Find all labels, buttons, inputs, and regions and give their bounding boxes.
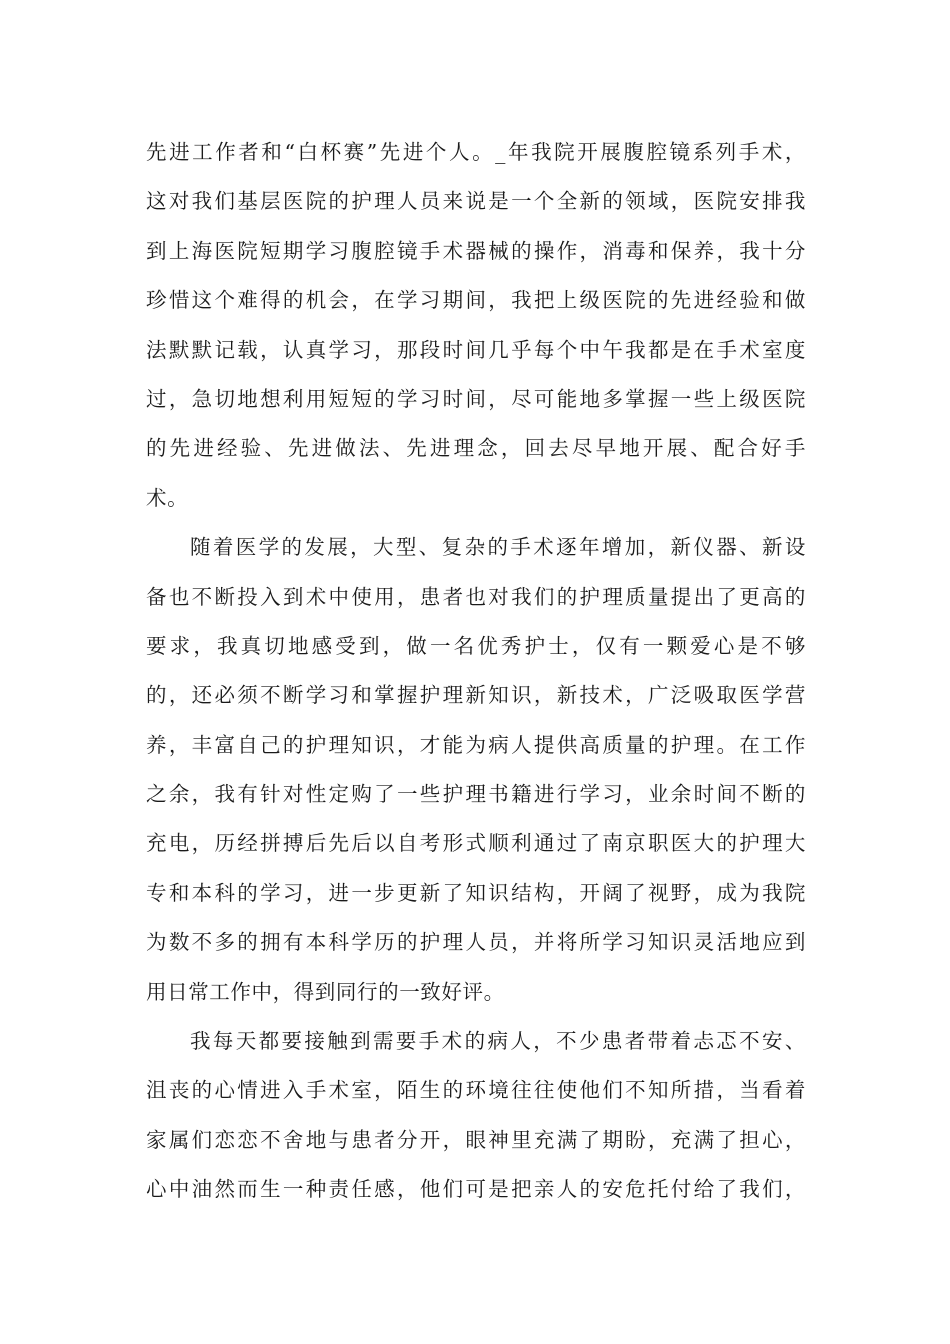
text-line: 家属们恋恋不舍地与患者分开，眼神里充满了期盼，充满了担心， — [146, 1127, 806, 1152]
document-body — [146, 128, 806, 1215]
text-line: 过，急切地想利用短短的学习时间，尽可能地多掌握一些上级医院 — [146, 386, 806, 411]
text-line: 充电，历经拼搏后先后以自考形式顺利通过了南京职医大的护理大 — [146, 831, 806, 856]
text-line: 专和本科的学习，进一步更新了知识结构，开阔了视野，成为我院 — [146, 880, 806, 905]
text-line: 养，丰富自己的护理知识，才能为病人提供高质量的护理。在工作 — [146, 732, 806, 757]
paragraph-1 — [146, 128, 806, 523]
text-line: 之余，我有针对性定购了一些护理书籍进行学习，业余时间不断的 — [146, 782, 806, 807]
paragraph-3 — [146, 1017, 806, 1215]
text-line: 随着医学的发展，大型、复杂的手术逐年增加，新仪器、新设 — [190, 535, 806, 560]
text-line: 的先进经验、先进做法、先进理念，回去尽早地开展、配合好手 — [146, 436, 806, 461]
text-line: 先进工作者和“白杯赛”先进个人。_年我院开展腹腔镜系列手术， — [146, 140, 806, 164]
text-line: 为数不多的拥有本科学历的护理人员，并将所学习知识灵活地应到 — [146, 930, 806, 955]
text-line: 心中油然而生一种责任感，他们可是把亲人的安危托付给了我们， — [146, 1177, 806, 1202]
text-line: 到上海医院短期学习腹腔镜手术器械的操作，消毒和保养，我十分 — [146, 238, 806, 263]
text-line: 珍惜这个难得的机会，在学习期间，我把上级医院的先进经验和做 — [146, 288, 806, 313]
text-line: 这对我们基层医院的护理人员来说是一个全新的领域，医院安排我 — [146, 189, 806, 214]
text-line: 备也不断投入到术中使用，患者也对我们的护理质量提出了更高的 — [146, 584, 806, 609]
text-line: 法默默记载，认真学习，那段时间几乎每个中午我都是在手术室度 — [146, 337, 806, 362]
text-line: 要求，我真切地感受到，做一名优秀护士，仅有一颗爱心是不够 — [146, 633, 806, 658]
text-line: 的，还必须不断学习和掌握护理新知识，新技术，广泛吸取医学营 — [146, 683, 806, 708]
text-line: 用日常工作中，得到同行的一致好评。 — [146, 979, 505, 1004]
text-line: 沮丧的心情进入手术室，陌生的环境往往使他们不知所措，当看着 — [146, 1078, 806, 1103]
text-line: 术。 — [146, 485, 189, 510]
text-line: 我每天都要接触到需要手术的病人，不少患者带着忐忑不安、 — [190, 1029, 806, 1054]
paragraph-2 — [146, 523, 806, 1017]
